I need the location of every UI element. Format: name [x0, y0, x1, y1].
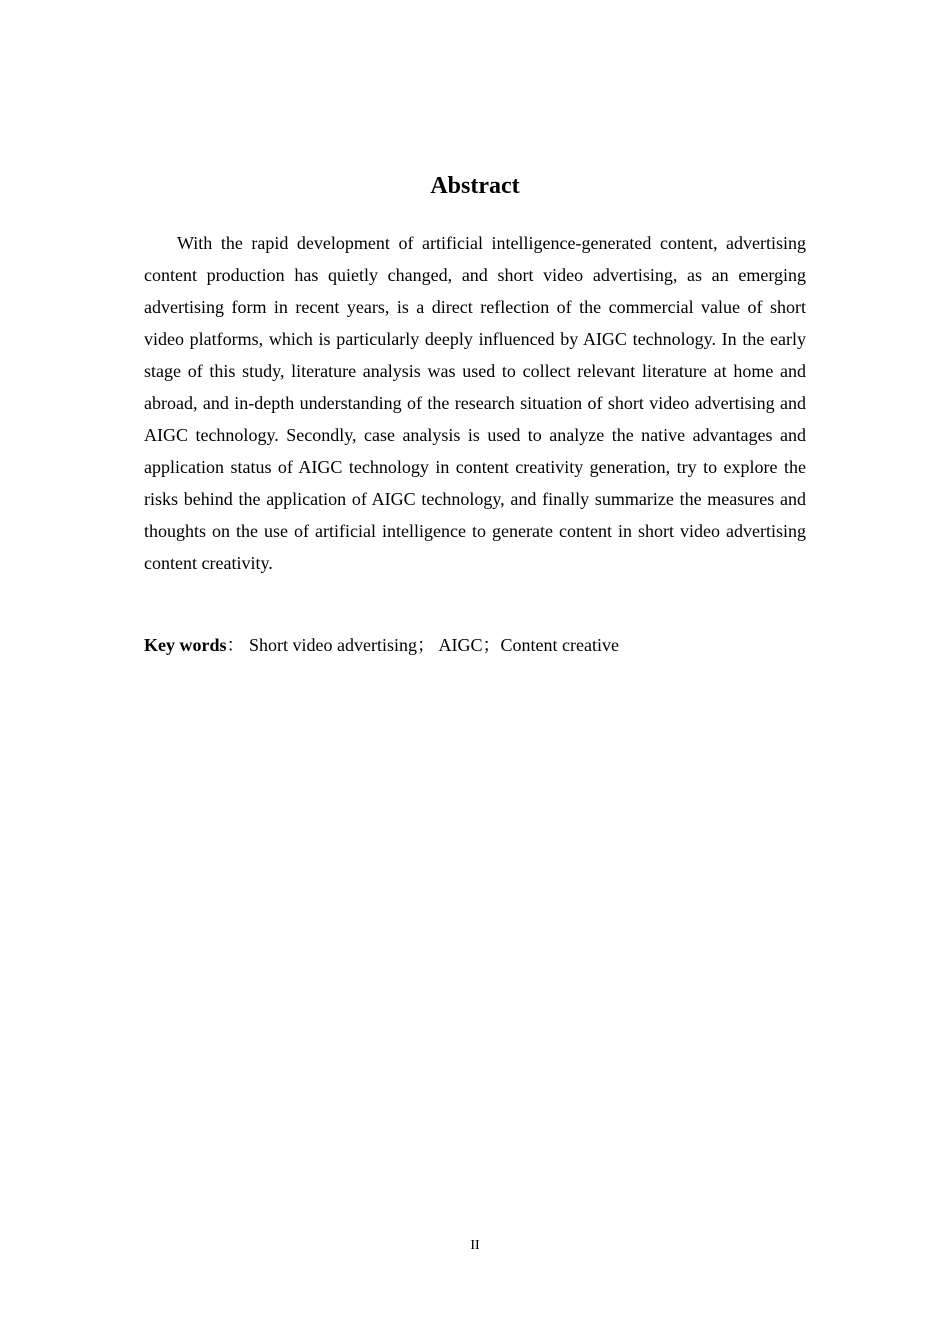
keyword-item: Content creative — [500, 635, 619, 655]
keywords-label: Key words — [144, 635, 227, 655]
keywords-line — [144, 629, 806, 661]
keyword-item: AIGC； — [438, 635, 501, 655]
abstract-body: With the rapid development of artificial intelligence-generated content, advertising content production has quietly changed, and short video advertising, as an emerging advertising form in recent years, is a direct reflection of the commercial value of short video platforms, which is particularly deeply influenced by AIGC technology. In the early stage of this study, literature analysis was used to collect relevant literature at home and abroad, and in-depth understanding of the research situation of short video advertising and AIGC technology. Secondly, case analysis is used to analyze the native advantages and application status of AIGC technology in content creativity generation, try to explore the risks behind the application of AIGC technology, and finally summarize the measures and thoughts on the use of artificial intelligence to generate content in short video advertising content creativity. — [144, 233, 806, 573]
keywords-label-separator: ： — [226, 635, 245, 655]
page-number: II — [470, 1238, 480, 1253]
keyword-item: Short video advertising； — [249, 635, 435, 655]
abstract-title: Abstract — [430, 173, 520, 199]
